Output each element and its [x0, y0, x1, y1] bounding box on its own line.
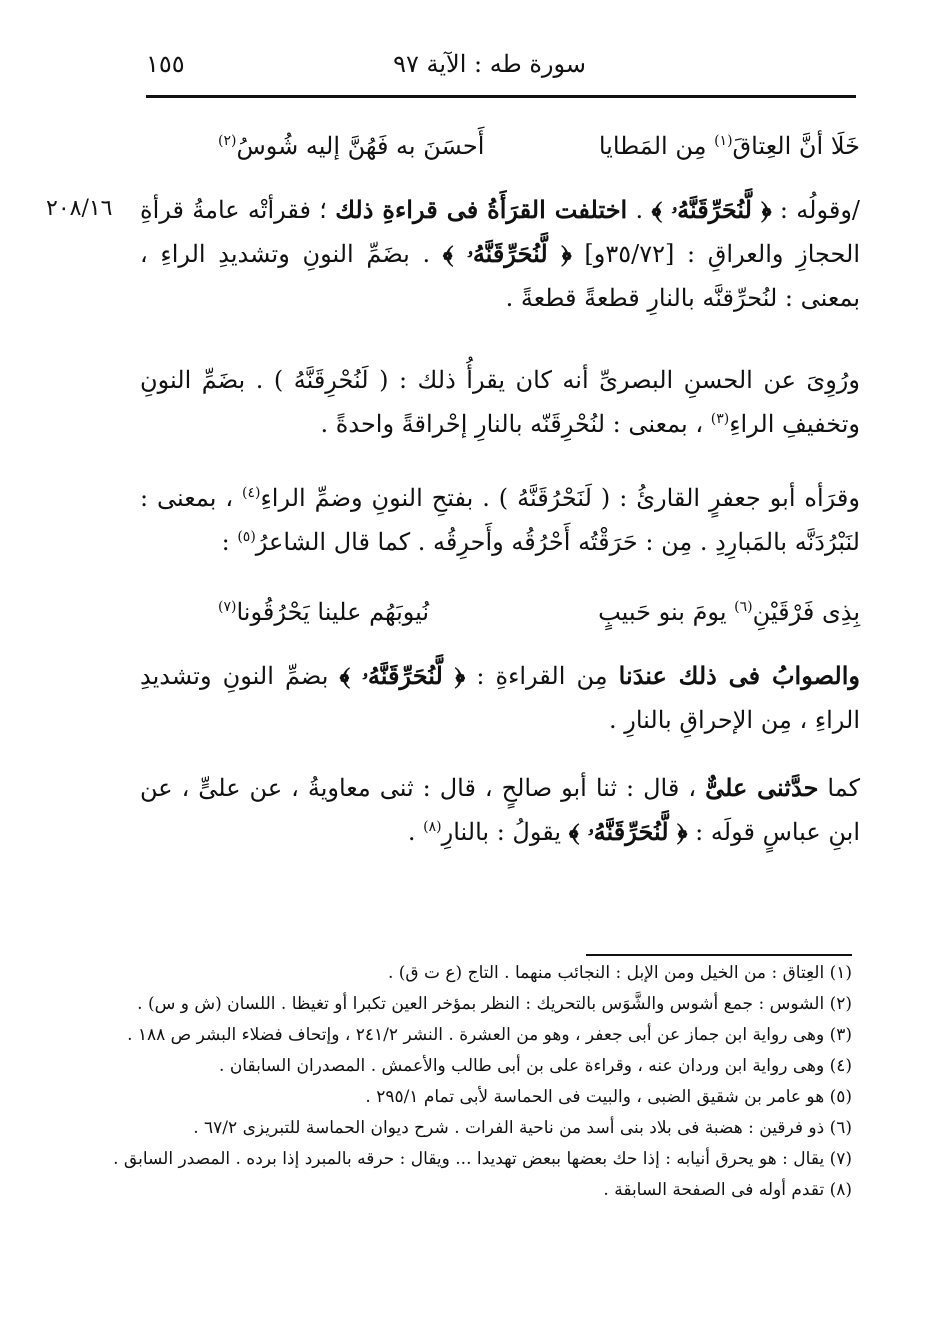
- footnote-ref: (٢): [218, 133, 237, 149]
- verse-1-second-hemistich: أَحسَنَ به فَهُنَّ إليه شُوسُ$^{(٢)}$: [218, 132, 485, 160]
- footnote-ref: (٣): [710, 411, 730, 427]
- paragraph-2: ورُوِىَ عن الحسنِ البصرىِّ أنه كان يقرأُ ذلك : ( لَنُحْرِقَنَّهُ ) . بضَمِّ النونِ وتخفيفِ الراءِ$^{(٣)}$ ، بمعنى : لنُحْرِقَنّه بالنارِ إحْراقةً واحدةً .: [140, 366, 860, 438]
- paragraph-4: والصوابُ فى ذلك عندَنا مِن القراءةِ : ﴿ لَّنُحَرِّقَنَّهُۥ ﴾ بضمِّ النونِ وتشديدِ الراءِ ، مِن الإحراقِ بالنارِ .: [140, 661, 860, 734]
- footnote-item: (٤) وهى رواية ابن وردان عنه ، وقراءة على بن أبى طالب والأعمش . المصدران السابقان .: [219, 1056, 852, 1076]
- page-header: [146, 40, 856, 98]
- footnote-ref: (٦): [734, 599, 753, 615]
- paragraph-1: /وقولُه : ﴿ لَّنُحَرِّقَنَّهُۥ ﴾ . اختلفت القرَأَةُ فى قراءةِ ذلك ؛ فقرأتْه عامةُ قرأةِ الحجازِ والعراقِ : [٣٥/٧٢و] ﴿ لَّنُحَرِّقَنَّهُۥ ﴾ . بضَمِّ النونِ وتشديدِ الراءِ ، بمعنى : لنُحرِّقنَّه بالنارِ قطعةً قطعةً .: [140, 195, 861, 312]
- footnote-ref: (٤): [242, 485, 261, 501]
- page-number: ١٥٥: [146, 50, 185, 78]
- verse-2-second-hemistich: نُيوبَهُم علينا يَحْرُقُونا$^{(٧)}$: [218, 598, 430, 626]
- running-title: سورة طه : الآية ٩٧: [393, 50, 586, 78]
- quran-quote: ﴿ لَّنُحَرِّقَنَّهُۥ ﴾: [442, 239, 572, 268]
- quran-quote: ﴿ لَّنُحَرِّقَنَّهُۥ ﴾: [651, 195, 772, 224]
- bold-phrase: حدَّثنى علىٌّ: [705, 773, 819, 802]
- footnote-ref: (٧): [218, 599, 237, 615]
- footnote-item: (٥) هو عامر بن شقيق الضبى ، والبيت فى الحماسة لأبى تمام ٢٩٥/١ .: [365, 1087, 852, 1107]
- footnote-item: (٨) تقدم أوله فى الصفحة السابقة .: [603, 1180, 852, 1200]
- paragraph-3: وقرَأه أبو جعفرٍ القارئُ : ( لَنَحْرُقَنَّهُ ) . بفتحِ النونِ وضمِّ الراءِ$^{(٤)}$ ، بمعنى : لنَبْرُدَنَّه بالمَبارِدِ . مِن : حَرَقْتُه أَحْرُقُه وأَحرِقُه . كما قال الشاعرُ$^{(٥)}$ :: [140, 484, 860, 556]
- verse-1-first-hemistich: خَلَا أنَّ العِتاقَ$^{(١)}$ مِن المَطايا: [598, 132, 860, 160]
- footnote-ref: (١): [714, 133, 733, 149]
- footnote-item: (٧) يقال : هو يحرق أنيابه : إذا حك بعضها ببعض تهديدا ... ويقال : حرقه بالمبرد إذا برده . المصدر السابق .: [113, 1149, 852, 1169]
- footnote-item: (٢) الشوس : جمع أشوس والشَّوَس بالتحريك : النظر بمؤخر العين تكبرا أو تغيظا . اللسان (ش و س) .: [137, 994, 852, 1014]
- footnote-ref: (٥): [237, 529, 256, 545]
- verse-2-first-hemistich: بِذِى فَرْقَيْنِ$^{(٦)}$ يومَ بنو حَبيبٍ: [598, 598, 860, 626]
- footnotes: [113, 958, 852, 1206]
- footnote-item: (١) العِتاق : من الخيل ومن الإبل : النجائب منهما . التاج (ع ت ق) .: [387, 963, 852, 983]
- footnote-separator: [586, 954, 852, 956]
- bold-phrase: اختلفت القرَأَةُ فى قراءةِ ذلك: [335, 195, 628, 224]
- footnote-item: (٦) ذو فرقين : هضبة فى بلاد بنى أسد من ناحية الفرات . شرح ديوان الحماسة للتبريزى ٦٧/٢ .: [193, 1118, 852, 1138]
- margin-reference: ٢٠٨/١٦: [46, 196, 113, 221]
- paragraph-5: كما حدَّثنى علىٌّ ، قال : ثنا أبو صالحٍ ، قال : ثنى معاويةُ ، عن علىٍّ ، عن ابنِ عباسٍ قولَه : ﴿ لَّنُحَرِّقَنَّهُۥ ﴾ يقولُ : بالنارِ$^{(٨)}$ .: [140, 773, 861, 846]
- poetry-verse-2: [140, 598, 860, 642]
- footnote-item: (٣) وهى رواية ابن جماز عن أبى جعفر ، وهو من العشرة . النشر ٢٤١/٢ ، وإتحاف فضلاء البشر ص ١٨٨ .: [127, 1025, 852, 1045]
- poetry-verse-1: [140, 132, 860, 176]
- quran-quote: ﴿ لَّنُحَرِّقَنَّهُۥ ﴾: [568, 817, 688, 846]
- header-rule: [146, 95, 856, 98]
- quran-quote: ﴿ لَّنُحَرِّقَنَّهُۥ ﴾: [339, 661, 466, 690]
- footnote-ref: (٨): [423, 819, 442, 835]
- bold-phrase: والصوابُ فى ذلك عندَنا: [618, 661, 860, 690]
